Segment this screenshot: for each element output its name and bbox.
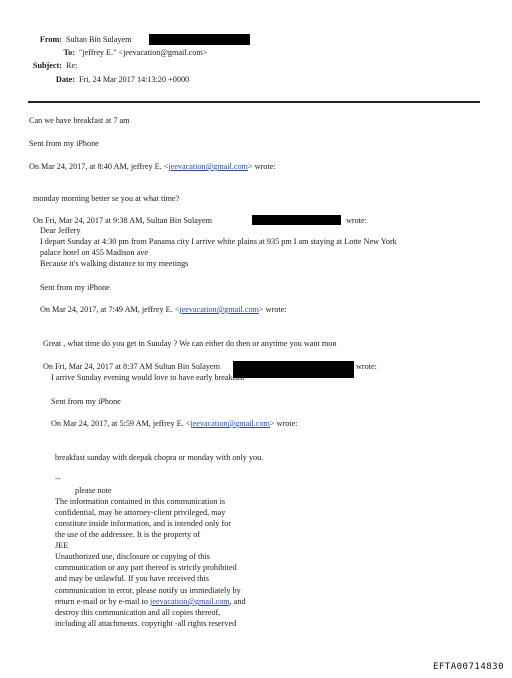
email-link[interactable]: jeevacation@gmail.com [150,597,230,606]
date-value: Fri, 24 Mar 2017 14:13:20 +0000 [79,75,190,84]
header-date [0,75,189,85]
line-quote-header-1 [29,162,276,172]
disclaimer-line: The information contained in this communication is [55,497,226,506]
disclaimer-line: including all attachments. copyright -all rights reserved [55,619,237,628]
line-great-what-time: Great , what time do you get in Sunday ? We can either do then or anytime you want mon [43,339,337,348]
disclaimer-text: , and [229,597,246,606]
line-quote-header-5 [51,419,298,429]
line-please-note: please note [75,486,112,495]
to-label: To: [63,48,75,57]
signature-separator: -- [55,474,61,483]
email-link[interactable]: jeevacation@gmail.com [168,162,248,171]
subject-value: Re: [66,61,78,70]
line-arrive-sunday: I arrive Sunday evening would love to have early breakfast [51,373,245,382]
document-id: EFTA00714830 [432,662,504,672]
disclaimer-line: Unauthorized use, disclosure or copying of this [55,552,210,561]
disclaimer-line: destroy this communication and all copies thereof, [55,608,221,617]
line-walking-distance: Because it's walking distance to my meetings [40,259,189,268]
redaction-box [149,34,250,45]
line-dear-jeffery: Dear Jeffery [40,226,81,235]
quote-header-text: On Mar 24, 2017, at 7:49 AM, jeffrey E. < [40,305,180,314]
quote-header-text: > wrote: [269,419,298,428]
line-sent-iphone-1: Sent from my iPhone [29,139,99,148]
quote-header-text: > wrote: [258,305,287,314]
date-label: Date: [55,75,75,84]
quote-header-text: > wrote: [247,162,276,171]
disclaimer-line: JEE [55,541,69,550]
redaction-box [233,361,354,378]
line-quote-header-2-wrote: wrote: [346,216,367,225]
from-label: From: [39,35,62,44]
line-quote-header-3 [40,305,287,315]
line-quote-header-2: On Fri, Mar 24, 2017 at 9:38 AM, Sultan Bin Sulayem [33,216,212,225]
email-link[interactable]: jeevacation@gmail.com [190,419,270,428]
line-quote-header-4-wrote: wrote: [356,362,377,371]
subject-label: Subject: [32,61,62,70]
line-quote-header-4: On Fri, Mar 24, 2017 at 8:37 AM Sultan Bin Sulayem [43,362,220,371]
to-value: "jeffrey E." <jeevacation@gmail.com> [79,48,208,57]
line-palace-hotel: palace hotel on 455 Madison ave [40,248,148,257]
disclaimer-line [55,597,246,607]
line-deepak-chopra: breakfast sunday with deepak chopra or monday with only you. [55,453,264,462]
header-from [0,35,132,45]
line-depart-sunday: I depart Sunday at 4:30 pm from Panama city I arrive white plains at 935 pm I am staying at Lotte New York [40,237,397,246]
disclaimer-line: and may be unlawful. If you have received this [55,574,209,583]
line-monday-morning: monday morning better se you at what time? [33,194,180,203]
quote-header-text: On Mar 24, 2017, at 8:40 AM, jeffrey E. < [29,162,169,171]
disclaimer-text: return e-mail or by e-mail to [55,597,151,606]
line-breakfast-7am: Can we have breakfast at 7 am [29,116,130,125]
redaction-box [252,215,341,225]
header-divider [28,101,480,103]
line-sent-iphone-2: Sent from my iPhone [40,283,110,292]
disclaimer-line: constitute inside information, and is intended only for [55,519,231,528]
email-link[interactable]: jeevacation@gmail.com [179,305,259,314]
line-sent-iphone-3: Sent from my iPhone [51,397,121,406]
header-subject [0,61,77,71]
disclaimer-line: communication or any part thereof is strictly prohibited [55,563,237,572]
disclaimer-line: the use of the addressee. It is the property of [55,530,201,539]
header-to [0,48,207,58]
from-value: Sultan Bin Sulayem [66,35,132,44]
quote-header-text: On Mar 24, 2017, at 5:59 AM, jeffrey E. < [51,419,191,428]
disclaimer-line: communication in error, please notify us immediately by [55,586,241,595]
disclaimer-line: confidential, may be attorney-client privileged, may [55,508,226,517]
